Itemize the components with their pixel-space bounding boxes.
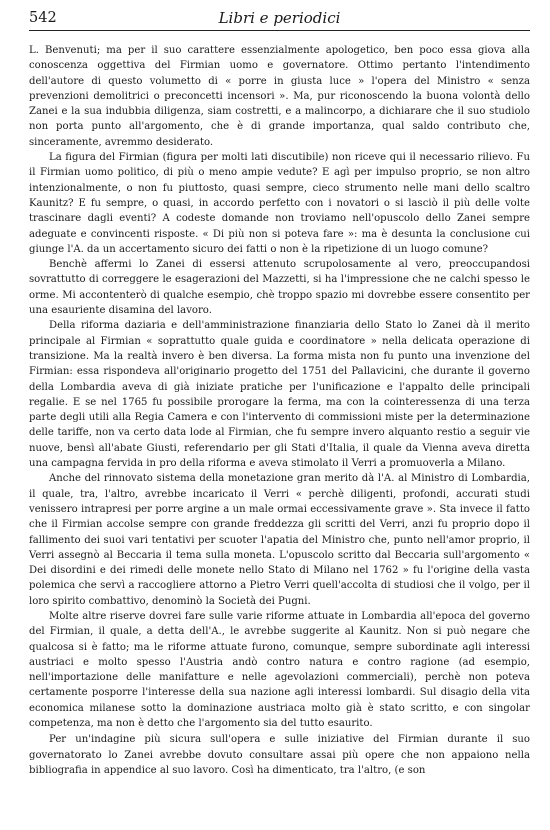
page-header xyxy=(29,8,530,31)
paragraph-1: L. Benvenuti; ma per il suo carattere essenzialmente apologetico, ben poco essa giova alla conoscenza oggettiva del Firmian uomo e governatore. Ottimo pertanto l'intendimento dell'autore di questo volumetto di « porre in giusta luce » l'opera del Ministro « senza prevenzioni demolitrici o preconcetti incensori ». Ma, pur riconoscendo la buona volontà dello Zanei e la sua indubbia diligenza, siam costretti, e a malincorpo, a dichiarare che il suo studiolo non porta punto all'argomento, che è di grande importanza, qual saldo contributo che, sinceramente, avremmo desiderato. xyxy=(29,45,530,148)
running-title: Libri e periodici xyxy=(218,9,341,27)
review-body xyxy=(29,43,530,778)
paragraph-4: Della riforma daziaria e dell'amministrazione finanziaria dello Stato lo Zanei dà il merito principale al Firmian « soprattutto quale guida e coordinatore » nella delicata operazione di transizione. Ma la realtà invero è ben diversa. La forma mista non fu punto una invenzione del Firmian: essa rispondeva all'originario progetto del 1751 del Pallavicini, che durante il governo della Lombardia aveva di già iniziate pratiche per l'unificazione e l'appalto delle principali regalie. E se nel 1765 fu possibile prorogare la ferma, ma con la cointeressenza di una terza parte degli utili alla Regia Camera e con l'intervento di commissioni miste per la determinazione delle tariffe, non va certo data lode al Firmian, che fu sempre invero alquanto restio a seguir vie nuove, bensì all'abate Giusti, referendario per gli Stati d'Italia, il quale da Vienna aveva diretta una campagna fervida in pro della riforma e aveva stimolato il Verri a promuoverla a Milano. xyxy=(29,320,530,470)
page-number: 542 xyxy=(29,10,57,26)
paragraph-2: La figura del Firmian (figura per molti lati discutibile) non riceve qui il necessario rilievo. Fu il Firmian uomo politico, di più o meno ampie vedute? E agì per impulso proprio, se non altro intenzionalmente, o non fu piuttosto, quasi sempre, cieco strumento nelle mani dello scaltro Kaunitz? E fu sempre, o quasi, in accordo perfetto con i novatori o si lasciò il più delle volte trascinare dagli eventi? A codeste domande non troviamo nell'opuscolo dello Zanei sempre adeguate e convincenti risposte. « Di più non si poteva fare »: ma è desunta la conclusione cui giunge l'A. da un accertamento sicuro dei fatti o non è la ripetizione di un luogo comune? xyxy=(29,152,530,255)
paragraph-3: Benchè affermi lo Zanei di essersi attenuto scrupolosamente al vero, preoccupandosi sovrattutto di correggere le esagerazioni del Mazzetti, si ha l'impressione che ne calchi spesso le orme. Mi accontenterò di qualche esempio, chè troppo spazio mi dovrebbe essere consentito per una esauriente disamina del lavoro. xyxy=(29,259,530,317)
paragraph-5: Anche del rinnovato sistema della monetazione gran merito dà l'A. al Ministro di Lombardia, il quale, tra, l'altro, avrebbe incaricato il Verri « perchè diligenti, profondi, accurati studi venissero intrapresi per porre argine a un male ormai eccessivamente grave ». Sta invece il fatto che il Firmian accolse sempre con grande freddezza gli scritti del Verri, anzi fu proprio dopo il fallimento dei suoi vari tentativi per scuoter l'apatia del Ministro che, punto nell'amor proprio, il Verri assegnò al Beccaria il tema sulla moneta. L'opuscolo scritto dal Beccaria sull'argomento « Dei disordini e dei rimedi delle monete nello Stato di Milano nel 1762 » fu l'origine della vasta polemica che servì a raccogliere attorno a Pietro Verri quell'accolta di studiosi che il volgo, per il loro spirito combattivo, denominò la Società dei Pugni. xyxy=(29,473,530,607)
paragraph-6: Molte altre riserve dovrei fare sulle varie riforme attuate in Lombardia all'epoca del governo del Firmian, il quale, a detta dell'A., le avrebbe suggerite al Kaunitz. Non si può negare che qualcosa si è fatto; ma le riforme attuate furono, comunque, sempre subordinate agli interessi austriaci e molto spesso l'Austria andò contro natura e contro ragione (ad esempio, nell'importazione delle manifatture e nelle agevolazioni commerciali), perchè non poteva certamente posporre l'interesse della sua nazione agli interessi lombardi. Sul disagio della vita economica milanese sotto la dominazione austriaca molto già è stato scritto, e con singolar competenza, ma non è detto che l'argomento sia del tutto esaurito. xyxy=(29,610,530,730)
paragraph-7: Per un'indagine più sicura sull'opera e sulle iniziative del Firmian durante il suo governatorato lo Zanei avrebbe dovuto consultare assai più opere che non appaiono nella bibliografia in appendice al suo lavoro. Così ha dimenticato, tra l'altro, (e son xyxy=(29,734,530,776)
